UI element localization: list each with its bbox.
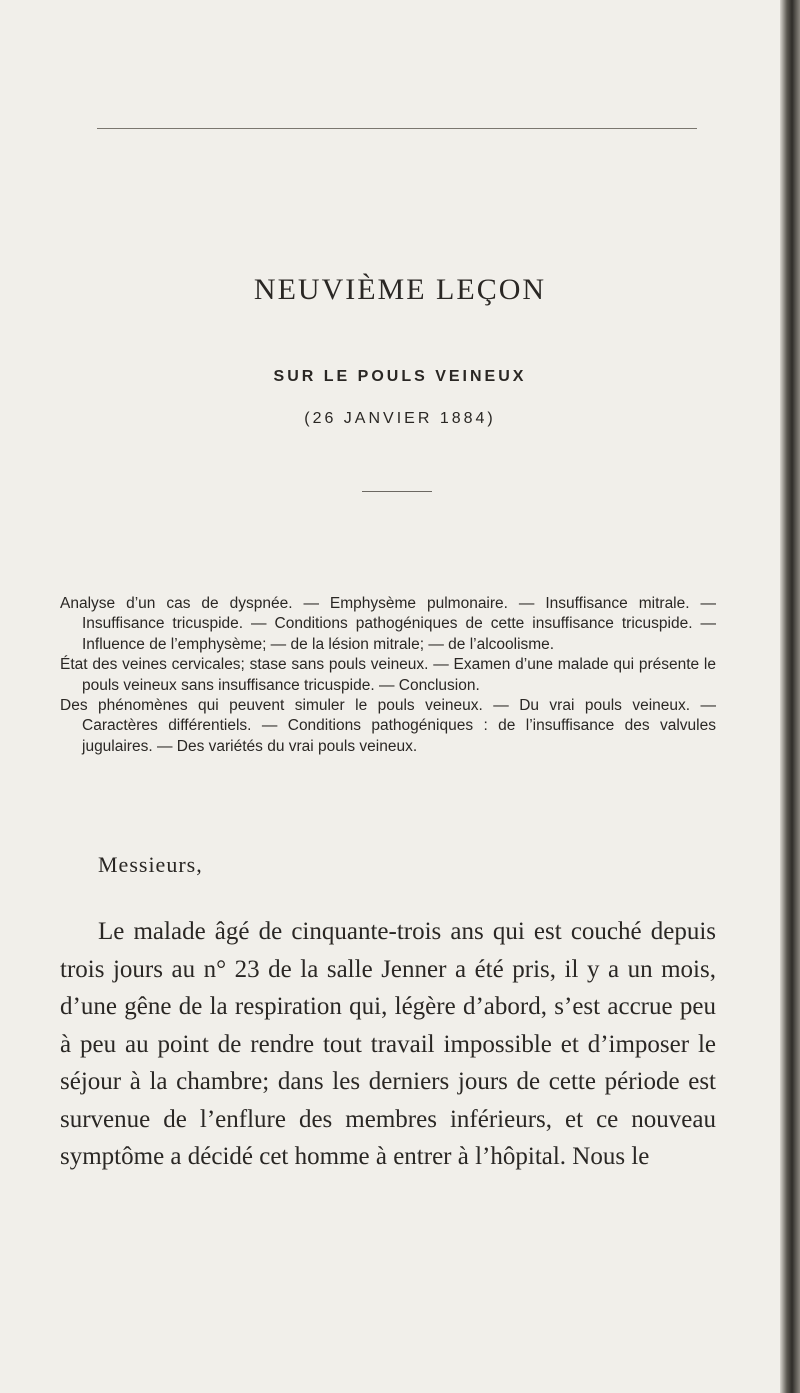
section-divider: [362, 491, 432, 492]
lesson-subject: SUR LE POULS VEINEUX: [273, 368, 527, 385]
lesson-title: NEUVIÈME LEÇON: [253, 273, 547, 307]
header-rule: [97, 128, 697, 129]
page-edge-shadow: [780, 0, 800, 1393]
body-paragraph: Le malade âgé de cinquante-trois ans qui est couché depuis trois jours au n° 23 de la salle Jenner a été pris, il y a un mois, d’une gêne de la respiration qui, légère d’abord, s’est accrue peu à peu au point de rendre tout travail impossible et d’imposer le séjour à la chambre; dans les derniers jours de cette période est survenue de l’enflure des membres inférieurs, et ce nouveau symptôme a décidé cet homme à entrer à l’hôpital. Nous le: [60, 918, 716, 1170]
salutation: Messieurs,: [98, 852, 203, 877]
summary-paragraph: Des phénomènes qui peuvent simuler le pouls veineux. — Du vrai pouls veineux. — Caractères différentiels. — Conditions pathogéniques : de l’insuffisance des valvules jugulaires. — Des variétés du vrai pouls veineux.: [60, 697, 716, 755]
summary-paragraph: Analyse d’un cas de dyspnée. — Emphysème pulmonaire. — Insuffisance mitrale. — Insuffisance tricuspide. — Conditions pathogéniques de cette insuffisance tricuspide. — Influence de l’emphysème; — de la lésion mitrale; — de l’alcoolisme.: [60, 595, 716, 653]
summary-paragraph: État des veines cervicales; stase sans pouls veineux. — Examen d’une malade qui présente le pouls veineux sans insuffisance tricuspide. — Conclusion.: [60, 656, 716, 694]
body-text: [60, 913, 716, 1176]
chapter-summary: [60, 594, 716, 757]
lesson-date: (26 JANVIER 1884): [304, 410, 496, 427]
